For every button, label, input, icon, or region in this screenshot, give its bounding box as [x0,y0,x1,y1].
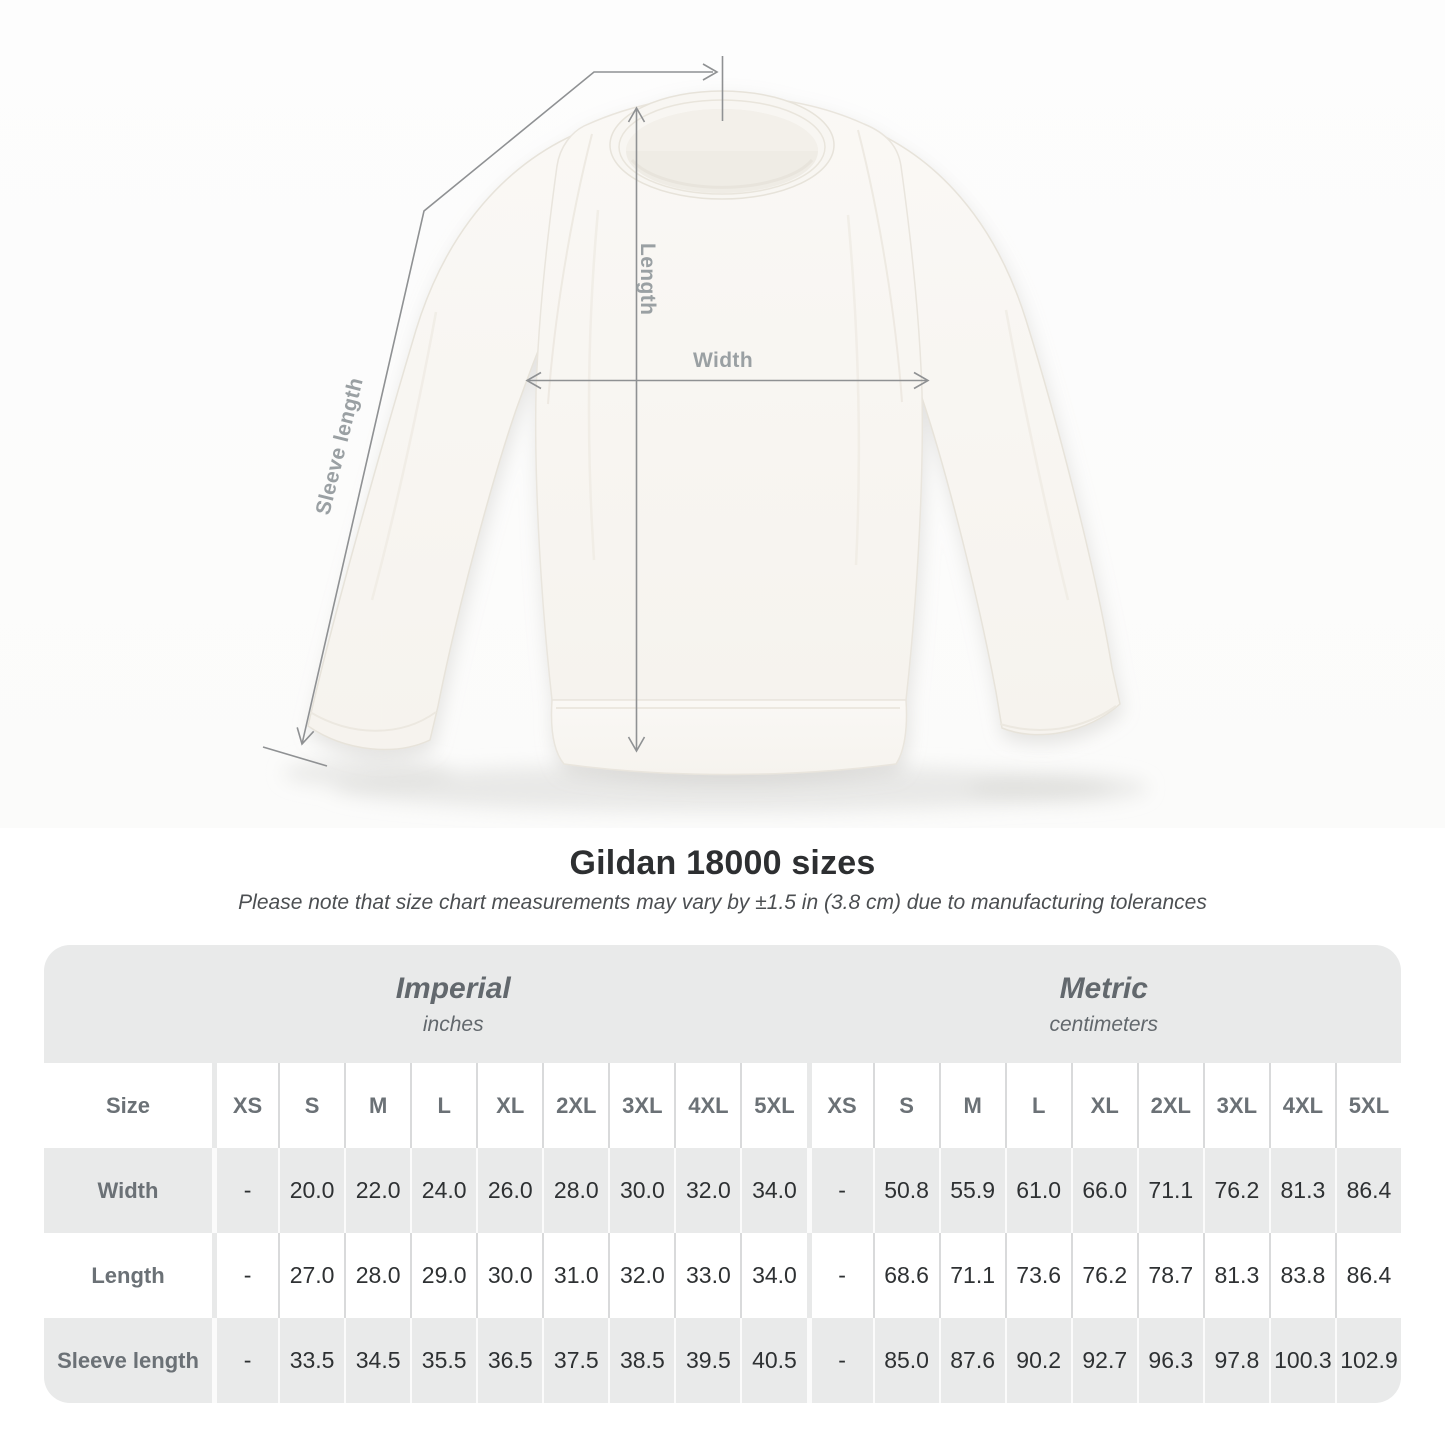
table-cell-imperial: 34.0 [740,1233,806,1318]
size-header-5xl-imperial: 5XL [740,1063,806,1148]
size-chart-table [44,945,1401,1403]
table-cell-imperial: - [212,1318,278,1403]
table-cell-imperial: 32.0 [608,1233,674,1318]
size-header-5xl-metric: 5XL [1335,1063,1401,1148]
table-cell-imperial: 40.5 [740,1318,806,1403]
size-header-4xl-imperial: 4XL [674,1063,740,1148]
table-cell-metric: 76.2 [1071,1233,1137,1318]
table-cell-metric: - [807,1318,873,1403]
row-label: Width [44,1148,212,1233]
table-cell-metric: 81.3 [1269,1148,1335,1233]
table-cell-imperial: 31.0 [542,1233,608,1318]
table-cell-imperial: 36.5 [476,1318,542,1403]
size-header-l-metric: L [1005,1063,1071,1148]
size-header-s-imperial: S [278,1063,344,1148]
table-cell-imperial: 29.0 [410,1233,476,1318]
table-cell-metric: 73.6 [1005,1233,1071,1318]
imperial-group-name: Imperial [395,971,511,1005]
size-header-xl-metric: XL [1071,1063,1137,1148]
table-cell-metric: 76.2 [1203,1148,1269,1233]
table-cell-imperial: 33.0 [674,1233,740,1318]
table-cell-metric: 92.7 [1071,1318,1137,1403]
table-cell-metric: - [807,1233,873,1318]
width-label: Width [692,349,754,372]
table-cell-metric: 68.6 [873,1233,939,1318]
size-header-m-imperial: M [344,1063,410,1148]
tolerance-note: Please note that size chart measurements may vary by ±1.5 in (3.8 cm) due to manufacturing tolerances [238,891,1207,914]
size-header-4xl-metric: 4XL [1269,1063,1335,1148]
table-cell-metric: 86.4 [1335,1148,1401,1233]
table-cell-imperial: 39.5 [674,1318,740,1403]
table-cell-imperial: 34.5 [344,1318,410,1403]
row-label: Length [44,1233,212,1318]
table-cell-metric: 66.0 [1071,1148,1137,1233]
size-column-header: Size [44,1063,212,1148]
cuff-tick-line [263,747,327,766]
sleeve-length-label: Sleeve length [311,375,368,518]
table-cell-metric: 50.8 [873,1148,939,1233]
table-cell-imperial: 30.0 [608,1148,674,1233]
table-cell-imperial: 24.0 [410,1148,476,1233]
imperial-group-header [44,945,807,1063]
table-cell-metric: 55.9 [939,1148,1005,1233]
table-cell-imperial: 34.0 [740,1148,806,1233]
table-cell-imperial: 33.5 [278,1318,344,1403]
page-title: Gildan 18000 sizes [569,844,876,882]
table-cell-imperial: 26.0 [476,1148,542,1233]
sweatshirt [308,91,1120,775]
table-cell-imperial: - [212,1233,278,1318]
table-cell-imperial: 28.0 [344,1233,410,1318]
table-cell-metric: 71.1 [1137,1148,1203,1233]
table-cell-metric: 71.1 [939,1233,1005,1318]
table-cell-imperial: 20.0 [278,1148,344,1233]
table-cell-metric: 100.3 [1269,1318,1335,1403]
table-cell-metric: 86.4 [1335,1233,1401,1318]
metric-group-header [807,945,1402,1063]
table-cell-imperial: 27.0 [278,1233,344,1318]
table-cell-imperial: 38.5 [608,1318,674,1403]
table-cell-metric: 61.0 [1005,1148,1071,1233]
imperial-group-unit: inches [422,1012,484,1036]
size-header-m-metric: M [939,1063,1005,1148]
table-cell-imperial: - [212,1148,278,1233]
size-header-xs-metric: XS [807,1063,873,1148]
table-cell-metric: 83.8 [1269,1233,1335,1318]
table-cell-imperial: 28.0 [542,1148,608,1233]
length-label: Length [636,243,659,316]
metric-group-name: Metric [1059,971,1148,1005]
size-header-l-imperial: L [410,1063,476,1148]
table-cell-metric: 78.7 [1137,1233,1203,1318]
size-header-s-metric: S [873,1063,939,1148]
table-cell-metric: 87.6 [939,1318,1005,1403]
table-cell-imperial: 32.0 [674,1148,740,1233]
table-cell-metric: 81.3 [1203,1233,1269,1318]
table-cell-imperial: 35.5 [410,1318,476,1403]
size-header-2xl-metric: 2XL [1137,1063,1203,1148]
row-label: Sleeve length [44,1318,212,1403]
table-cell-imperial: 30.0 [476,1233,542,1318]
table-cell-metric: - [807,1148,873,1233]
table-cell-imperial: 22.0 [344,1148,410,1233]
size-header-2xl-imperial: 2XL [542,1063,608,1148]
table-cell-metric: 96.3 [1137,1318,1203,1403]
size-header-xl-imperial: XL [476,1063,542,1148]
metric-group-unit: centimeters [1049,1012,1159,1036]
table-cell-metric: 102.9 [1335,1318,1401,1403]
size-header-3xl-imperial: 3XL [608,1063,674,1148]
table-cell-imperial: 37.5 [542,1318,608,1403]
size-header-xs-imperial: XS [212,1063,278,1148]
waistband [552,700,907,775]
table-cell-metric: 97.8 [1203,1318,1269,1403]
table-cell-metric: 85.0 [873,1318,939,1403]
table-cell-metric: 90.2 [1005,1318,1071,1403]
size-header-3xl-metric: 3XL [1203,1063,1269,1148]
